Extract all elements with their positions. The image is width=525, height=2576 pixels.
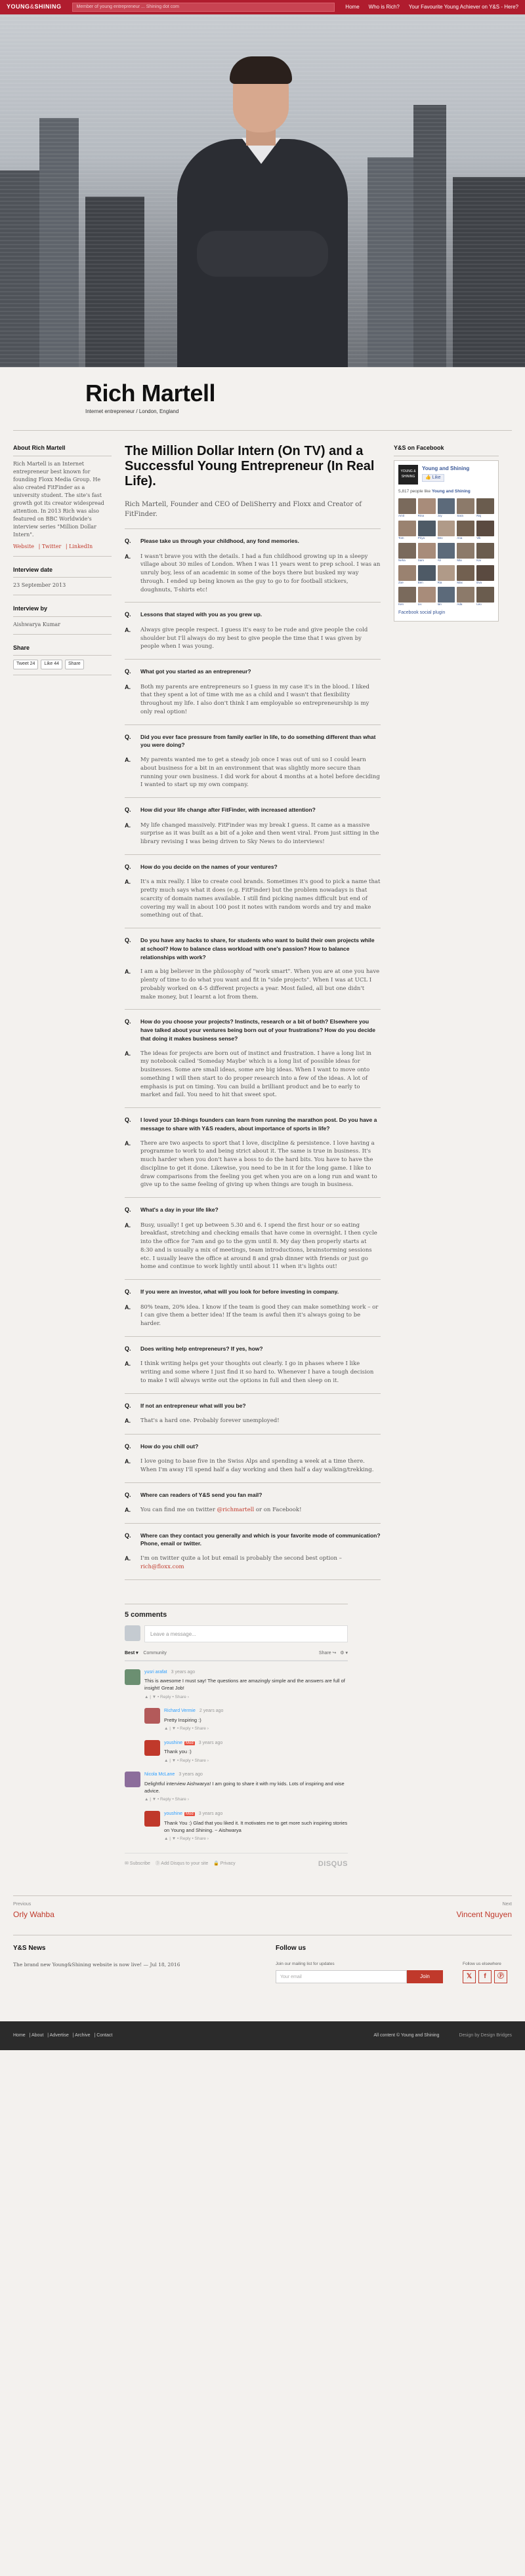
avatar (418, 521, 436, 536)
qa-item (125, 603, 381, 660)
avatar (418, 565, 436, 581)
question-marker: Q. (125, 1491, 131, 1498)
face-name: Max (457, 580, 463, 584)
qa-item (125, 1198, 381, 1280)
facebook-face[interactable] (398, 587, 416, 607)
face-name: Ali (437, 558, 441, 562)
avatar (476, 498, 494, 514)
qa-item (125, 1483, 381, 1524)
privacy-link[interactable]: 🔒 Privacy (213, 1861, 236, 1866)
question-text: What's a day in your life like? (140, 1206, 219, 1213)
question-marker: Q. (125, 806, 131, 813)
twitter-icon[interactable]: 𝕏 (463, 1970, 476, 1983)
avatar (457, 498, 474, 514)
share-buttons (13, 660, 112, 675)
facebook-face[interactable] (438, 521, 455, 541)
question-text: I loved your 10-things founders can learn from running the marathon post. Do you have a message to share with Y&S readers, about importance of sports in life? (140, 1117, 377, 1132)
facebook-face[interactable] (476, 521, 494, 541)
prev-next-nav (13, 1895, 512, 1920)
next-name: Vincent Nguyen (456, 1909, 512, 1919)
avatar (398, 521, 416, 536)
footer-archive-link[interactable]: Archive (75, 2032, 91, 2038)
like-count-text: 5,817 people like (398, 488, 431, 494)
divider (13, 430, 512, 431)
answer-text: I think writing helps get your thoughts out clearly. I go in phases where I like writing and some where I just find it so hard to. Whenever I have a tough decision to make I will always write out the options in full and then sleep on it. (140, 1360, 374, 1384)
question-text: Where can readers of Y&S send you fan mail? (140, 1491, 262, 1498)
answer-text: You can find me on twitter (140, 1507, 215, 1513)
facebook-face[interactable] (438, 498, 455, 519)
qa-item (125, 798, 381, 855)
question-text: How do you decide on the names of your ventures? (140, 863, 278, 870)
question-text: Does writing help entrepreneurs? If yes, how? (140, 1345, 263, 1352)
question-text: How did your life change after FitFinder, with increased attention? (140, 806, 316, 813)
email-field[interactable]: Your email (276, 1970, 407, 1983)
face-name: Rina (417, 514, 425, 518)
answer-marker: A. (125, 626, 131, 633)
facebook-face[interactable] (418, 498, 436, 519)
face-name: Ben (417, 580, 423, 584)
answer-marker: A. (125, 1507, 131, 1513)
nav-favourite-achiever[interactable]: Your Favourite Young Achiever on Y&S - Here? (408, 4, 518, 10)
footer-home-link[interactable]: Home (13, 2032, 26, 2038)
facebook-like-label: Like (432, 475, 441, 480)
answer-marker: A. (125, 968, 131, 976)
answer-text: It's a mix really. I like to create cool brands. Sometimes it's good to pick a name that pretty much says what it does (e.g. FitFinder) but the problem nowadays is that scarcity of domain names available. I still find picking names difficult but end of covering my wall in about 100 post it notes with random words and try and make something out of that. (140, 879, 381, 919)
profile-links: Website | Twitter | LinkedIn (13, 543, 112, 557)
face-name: Vik (476, 536, 481, 540)
answer-marker: A. (125, 1458, 131, 1465)
next-label: Next (502, 1902, 512, 1907)
newsletter-label: Join our mailing list for updates (276, 1961, 335, 1966)
article-title: The Million Dollar Intern (On TV) and a Successful Young Entrepreneur (In Real Life). (125, 444, 375, 488)
previous-link[interactable] (13, 1901, 54, 1920)
question-marker: Q. (125, 733, 131, 740)
article (125, 444, 381, 1580)
question-marker: Q. (125, 1345, 131, 1352)
logo-text-end: SHINING (34, 3, 62, 10)
news-heading: Y&S News (13, 1944, 46, 1952)
facebook-face[interactable] (418, 587, 436, 607)
right-sidebar (394, 444, 499, 1580)
answer-text: I love going to base five in the Swiss Alps and spending a week at a time there. When I'm away I'll spend half a day working and then half a day walking/trekking. (140, 1458, 374, 1473)
facebook-widget (394, 460, 499, 622)
footer-about-link[interactable]: About (32, 2032, 44, 2038)
comment-time[interactable]: 2 years ago (199, 1709, 224, 1714)
moderator-badge: Mod (186, 1741, 194, 1745)
comment-actions[interactable]: ▲ | ▼ • Reply • Share › (164, 1836, 209, 1841)
face-name: Liv (417, 603, 422, 606)
portrait-hair (230, 56, 292, 84)
question-text: Do you have any hacks to share, for students who want to build their own projects while at school? How to balance class workload with one's passion? How to balance relationships with work? (140, 937, 375, 961)
follow-heading: Follow us (276, 1944, 306, 1952)
subscribe-link[interactable]: ✉ Subscribe (125, 1861, 150, 1866)
avatar (476, 543, 494, 559)
facebook-face[interactable] (457, 565, 474, 585)
answer-text: Busy, usually! I get up between 5.30 and 6. I spend the first hour or so eating breakfast, stretching and checking emails that have come in overnight. I then cycle into the office for 7am and go to the gym until 8. My day then properly starts at 8:30 and is usually a mix of meetings, team introductions, brainstorming sessions etc. I usually leave the office at around 8 and grab dinner with friends or just go home and continue to work lightly until about 11 when it's lights out! (140, 1221, 377, 1271)
facebook-face[interactable] (476, 498, 494, 519)
question-text: If not an entrepreneur what will you be? (140, 1402, 246, 1409)
question-marker: Q. (125, 611, 131, 618)
answer-marker: A. (125, 1417, 131, 1424)
face-name: Mia (457, 558, 462, 562)
avatar (457, 521, 474, 536)
previous-name: Orly Wahba (13, 1909, 54, 1919)
nav-who-is-rich[interactable]: Who is Rich? (368, 4, 400, 10)
interview-date: 23 September 2013 (13, 582, 112, 595)
facebook-face[interactable] (457, 521, 474, 541)
avatar[interactable] (125, 1669, 140, 1685)
answer-marker: A. (125, 757, 131, 763)
comment-actions[interactable]: ▲ | ▼ • Reply • Share › (164, 1758, 209, 1763)
like-button[interactable]: Like 44 (41, 660, 62, 669)
facebook-face[interactable] (398, 543, 416, 563)
facebook-icon[interactable]: f (478, 1970, 492, 1983)
qa-item (125, 1280, 381, 1337)
qa-item (125, 1337, 381, 1394)
qa-item (125, 928, 381, 1010)
moderator-badge: Mod (186, 1812, 194, 1816)
avatar[interactable] (144, 1740, 160, 1756)
avatar (438, 521, 455, 536)
about-heading: About Rich Martell (13, 444, 112, 456)
answer-text: I am a big believer in the philosophy of "work smart". When you are at one you have plenty of time to do what you want and fit in "side projects". When I was at UCL I probably worked on 4-5 different projects a year. Most failed, all but one didn't make money, but I learnt a lot from them. (140, 968, 380, 1001)
next-link[interactable] (456, 1901, 512, 1920)
site-logo[interactable] (7, 3, 62, 12)
share-button[interactable]: Share (65, 660, 84, 669)
question-marker: Q. (125, 937, 131, 943)
comment-input[interactable]: Leave a message... (144, 1625, 348, 1642)
comment-actions[interactable]: ▲ | ▼ • Reply • Share › (144, 1797, 189, 1802)
face-name: Joy (437, 514, 442, 518)
question-text: Lessons that stayed with you as you grew up. (140, 611, 262, 618)
profile-header (59, 367, 466, 420)
face-name: Kai (476, 558, 481, 562)
news-block (13, 1943, 249, 2007)
facebook-face[interactable] (418, 543, 436, 563)
facebook-face[interactable] (457, 587, 474, 607)
join-button[interactable]: Join (407, 1970, 443, 1983)
comments-section (125, 1604, 348, 1870)
follow-block (276, 1943, 512, 2007)
facebook-faces (398, 498, 494, 607)
qa-item (125, 1010, 381, 1108)
question-marker: Q. (125, 1442, 131, 1450)
face-name: Eva (476, 580, 482, 584)
avatar (418, 543, 436, 559)
qa-item (125, 1394, 381, 1435)
question-text: How do you chill out? (140, 1442, 199, 1450)
twitter-link[interactable]: Twitter (41, 543, 62, 549)
comment-body: Thank You :) Glad that you liked it. It motivates me to get more such inspiring stories on Young and Shining. ~ Aishwarya (164, 1819, 348, 1833)
answer-text: My life changed massively. FitFinder was my break I guess. It came as a massive surprise as it was built as a bit of a joke and then went viral. From just sitting in the library revising I was being driven to Sky News to do interviews! (140, 822, 379, 845)
question-marker: Q. (125, 538, 131, 544)
qa-item (125, 725, 381, 799)
answer-text: My parents wanted me to get a steady job once I was out of uni so I could learn about business for a bit in an environment that was slightly more secure than running your own business. I did work for about 4 months at a hotel before deciding I wanted to start up my own company. (140, 757, 380, 789)
previous-label: Previous (13, 1902, 32, 1907)
comment-body: This is awesome I must say! The questions are amazingly simple and the answers are full of insight! Great Job! (144, 1678, 345, 1692)
facebook-face[interactable] (457, 543, 474, 563)
interview-date-heading: Interview date (13, 566, 112, 578)
facebook-face[interactable] (418, 565, 436, 585)
answer-link[interactable]: @richmartell (217, 1507, 255, 1513)
interview-by: Aishwarya Kumar (13, 621, 112, 635)
avatar (438, 498, 455, 514)
gear-icon[interactable]: ⚙ ▾ (340, 1651, 348, 1655)
facebook-heading: Y&S on Facebook (394, 444, 499, 456)
comment-actions[interactable]: ▲ | ▼ • Reply • Share › (144, 1694, 189, 1699)
avatar (398, 498, 416, 514)
comments-count: 5 comments (125, 1604, 348, 1621)
share-comments-button[interactable]: Share ↪ (318, 1651, 337, 1655)
avatar (457, 543, 474, 559)
avatar (398, 543, 416, 559)
qa-item (125, 1524, 381, 1580)
face-name: Ana (457, 536, 463, 540)
answer-text: I wasn't brave you with the details. I had a fun childhood growing up in a sleepy village about 30 miles of London. When I was 11 years went to prep school. I was an unruly boy, less of an academic in some of the boys there but busked my way through. I ended up being known as the guy to go to for football stickers, doughnuts, T-shirts etc! (140, 553, 381, 593)
comment-body: Delightful interview Aishwarya! I am going to share it with my kids. Lots of inspiring and wise advice. (144, 1780, 345, 1794)
comment-author[interactable]: youshine (164, 1812, 183, 1816)
face-name: Ian (437, 603, 442, 606)
disqus-logo[interactable]: DISQUS (318, 1859, 348, 1868)
comment (144, 1708, 348, 1732)
facebook-face[interactable] (476, 543, 494, 563)
footer-nav: Home | About | Advertise | Archive | Contact (13, 2032, 113, 2038)
interview-by-heading: Interview by (13, 604, 112, 617)
design-credit[interactable]: Design by Design Bridges (459, 2032, 512, 2038)
face-name: Amit (398, 514, 404, 518)
avatar (476, 565, 494, 581)
comment-tabs (125, 1650, 348, 1661)
answer-text: That's a hard one. Probably forever unemployed! (140, 1417, 280, 1424)
community-tab[interactable]: Community (143, 1651, 167, 1655)
facebook-face[interactable] (438, 587, 455, 607)
tweet-button[interactable]: Tweet 24 (13, 660, 38, 669)
facebook-page-thumb[interactable]: YOUNG & SHINING (398, 465, 418, 485)
answer-text: The ideas for projects are born out of instinct and frustration. I have a long list in my notebook called 'Someday Maybe' which is a long list of possible ideas for businesses. Some are small ideas, some are big ideas. When I want to move onto something I will then start to do proper research into a few of the ideas. A lot of emphasis is put on timing. You can build a brilliant product and be to early to market and fail. You need to hit that sweet spot. (140, 1050, 372, 1099)
comment-actions[interactable]: ▲ | ▼ • Reply • Share › (164, 1726, 209, 1731)
question-marker: Q. (125, 1402, 131, 1409)
thumbs-up-icon: 👍 (425, 475, 431, 480)
footer-contact-link[interactable]: Contact (96, 2032, 113, 2038)
answer-marker: A. (125, 1139, 131, 1147)
question-text: What got you started as an entrepreneur? (140, 668, 251, 675)
comment-time[interactable]: 3 years ago (171, 1669, 196, 1674)
logo-text: YOUNG (7, 3, 30, 10)
qa-item (125, 1108, 381, 1198)
question-marker: Q. (125, 1206, 131, 1213)
comments-footer (125, 1853, 348, 1870)
facebook-plugin-label: Facebook social plugin (398, 610, 446, 615)
qa-item (125, 855, 381, 928)
comment (144, 1740, 348, 1764)
face-name: Priya (417, 536, 425, 540)
question-marker: Q. (125, 1018, 131, 1025)
facebook-face[interactable] (398, 565, 416, 585)
question-text: Where can they contact you generally and which is your favorite mode of communication? Phone, email or twitter. (140, 1532, 381, 1547)
elsewhere-label: Follow us elsewhere (463, 1961, 501, 1966)
comment (125, 1669, 348, 1701)
answer-marker: A. (125, 1050, 131, 1057)
face-name: Ria (437, 580, 442, 584)
facebook-face[interactable] (457, 498, 474, 519)
facebook-face[interactable] (398, 521, 416, 541)
comment (144, 1811, 348, 1842)
top-bar (0, 0, 525, 14)
avatar (398, 587, 416, 603)
face-name: Raj (476, 514, 481, 518)
answer-marker: A. (125, 553, 131, 560)
question-text: Please take us through your childhood, any fond memories. (140, 538, 299, 544)
question-marker: Q. (125, 668, 131, 675)
avatar (398, 565, 416, 581)
about-text: Rich Martell is an Internet entrepreneur best known for founding Floxx Media Group. He also created FitFinder as a university student. The site's fast growth got its creator widespread attention. In 2013 Rich was also featured on BBC Worldwide's interview series "Million Dollar Intern". (13, 460, 104, 538)
facebook-face[interactable] (438, 543, 455, 563)
qa-item (125, 529, 381, 603)
comment-author[interactable]: yusri arafat (144, 1669, 167, 1674)
facebook-like-count (398, 488, 494, 495)
facebook-face[interactable] (476, 565, 494, 585)
avatar (438, 565, 455, 581)
question-text: If you were an investor, what will you look for before investing in company. (140, 1288, 339, 1295)
face-name: Ada (457, 603, 463, 606)
question-marker: Q. (125, 1117, 131, 1123)
pinterest-icon[interactable]: Ⓟ (494, 1970, 507, 1983)
comment-body: Pretty Inspiring :) (164, 1716, 201, 1723)
avatar (438, 587, 455, 603)
answer-marker: A. (125, 1221, 131, 1229)
answer-text: Both my parents are entrepreneurs so I guess in my case it's in the blood. I liked that they spent a lot of time with me as a child and I wasn't that flexibility throughout my life. I also don't think I am employable so entrepreneurship is my only real option! (140, 683, 369, 715)
face-name: Tom (398, 536, 404, 540)
facebook-face[interactable] (476, 587, 494, 607)
footer (0, 2021, 525, 2050)
share-heading: Share (13, 644, 112, 656)
answer-text: There are two aspects to sport that I love, discipline & persistence. I love having a programme to work to and being strict about it. The same is true in business. It's much harder when you don't have a boss to do the hard bits. You have to have the discipline to get it done. Likewise, you need to be in it for the long game. I like to draw comparisons from the feeling you get when you are on a long run and want to give up to the same feeling of giving up when things are tough in business. (140, 1139, 377, 1189)
comment-author[interactable]: youshine (164, 1740, 183, 1745)
news-item[interactable]: The brand new Young&Shining website is now live! — Jul 18, 2016 (13, 1961, 180, 1968)
avatar[interactable] (125, 1772, 140, 1787)
answer-marker: A. (125, 1360, 131, 1368)
qa-list (125, 529, 381, 1580)
footer-advertise-link[interactable]: Advertise (49, 2032, 69, 2038)
linkedin-link[interactable]: LinkedIn (69, 543, 93, 549)
facebook-page-name[interactable]: Young and Shining (422, 465, 470, 471)
answer-marker: A. (125, 1303, 131, 1311)
answer-text-end: or on Facebook! (255, 1507, 302, 1513)
search-input[interactable]: Member of young entrepreneur ... Shining dot com (72, 3, 335, 12)
answer-link[interactable]: rich@floxx.com (140, 1563, 184, 1570)
avatar[interactable] (144, 1708, 160, 1724)
avatar (438, 543, 455, 559)
website-link[interactable]: Website (13, 543, 35, 549)
profile-name: Rich Martell (85, 380, 216, 406)
facebook-face[interactable] (418, 521, 436, 541)
avatar (418, 587, 436, 603)
face-name: Zoe (398, 580, 404, 584)
comment-composer (125, 1625, 348, 1642)
profile-location: Internet entrepreneur / London, England (85, 408, 179, 414)
left-sidebar (13, 444, 112, 1580)
avatar[interactable] (144, 1811, 160, 1827)
question-marker: Q. (125, 1532, 131, 1539)
facebook-like-button[interactable] (422, 474, 444, 483)
comment-time[interactable]: 3 years ago (198, 1740, 223, 1745)
answer-text: Always give people respect. I guess it's easy to be rude and give people the cold shoulder but I'll always do my best to give people the time that I was given by people when I was young. (140, 626, 368, 650)
question-text: How do you choose your projects? Instincts, research or a bit of both? Elsewhere you have talked about your ventures being born out of your frustrations? How do you decide that doing it makes business sense? (140, 1018, 375, 1042)
question-marker: Q. (125, 1288, 131, 1295)
qa-item (125, 660, 381, 725)
top-nav (345, 3, 518, 11)
comment-body: Thank you :) (164, 1749, 192, 1755)
like-count-page[interactable]: Young and Shining (431, 488, 471, 494)
comment-time[interactable]: 3 years ago (178, 1772, 203, 1777)
comment-author[interactable]: Richard Vermie (164, 1709, 196, 1714)
face-name: Sara (457, 514, 463, 518)
question-marker: Q. (125, 863, 131, 870)
article-intro: Rich Martell, Founder and CEO of DeliSherry and Floxx and Creator of FitFinder. (125, 500, 381, 529)
answer-marker: A. (125, 822, 131, 829)
answer-text: 80% team, 20% idea. I know if the team is good they can make something work – or I can give them a better idea! If the team is awful then it's always going to be harder. (140, 1303, 379, 1327)
face-name: Leo (476, 603, 482, 606)
add-disqus-link[interactable]: Ⓓ Add Disqus to your site (155, 1861, 209, 1866)
facebook-face[interactable] (438, 565, 455, 585)
answer-marker: A. (125, 1555, 131, 1562)
avatar (418, 498, 436, 514)
comment-time[interactable]: 3 years ago (198, 1812, 223, 1816)
sort-best-tab[interactable]: Best ▾ (125, 1651, 138, 1655)
qa-item (125, 1435, 381, 1483)
facebook-face[interactable] (398, 498, 416, 519)
face-name: Ken (398, 603, 404, 606)
avatar (476, 521, 494, 536)
comment-author[interactable]: Nicola McLane (144, 1772, 175, 1777)
answer-marker: A. (125, 879, 131, 886)
portrait-arms (197, 231, 328, 277)
avatar (457, 587, 474, 603)
face-name: Dev (437, 536, 443, 540)
logo-ampersand: & (30, 3, 35, 10)
face-name: Neha (398, 558, 406, 562)
comment-list (125, 1669, 348, 1842)
avatar (125, 1625, 140, 1641)
nav-home[interactable]: Home (345, 4, 360, 10)
face-name: Sam (417, 558, 425, 562)
comment (125, 1772, 348, 1803)
hero-photo (0, 14, 525, 367)
portrait-figure (171, 60, 354, 367)
main-layout (13, 444, 512, 1580)
avatar (476, 587, 494, 603)
avatar (457, 565, 474, 581)
bottom-info (13, 1935, 512, 2007)
copyright: All content © Young and Shining (373, 2032, 440, 2038)
answer-text: I'm on twitter quite a lot but email is probably the second best option – (140, 1555, 342, 1562)
answer-marker: A. (125, 683, 131, 690)
question-text: Did you ever face pressure from family earlier in life, to do something different than what you were doing? (140, 733, 376, 749)
